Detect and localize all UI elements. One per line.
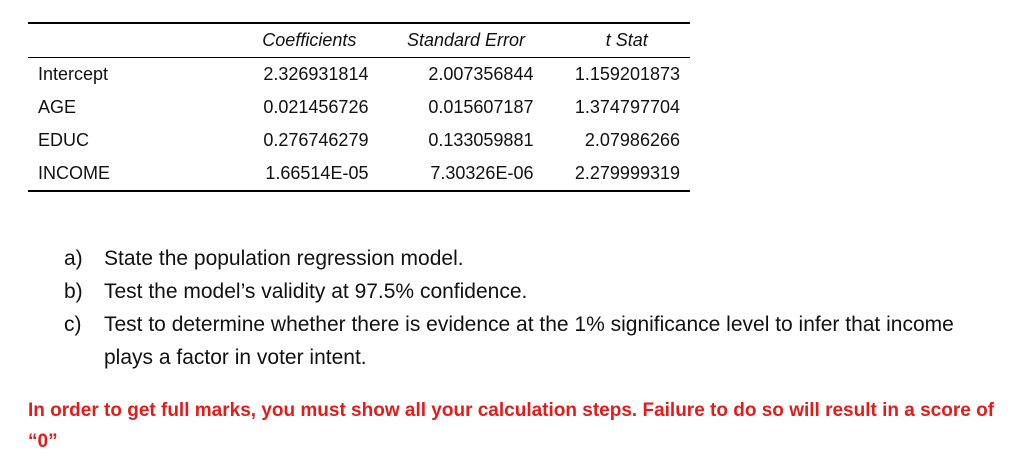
row-label: INCOME [28,157,220,191]
t-stat-value: 1.159201873 [574,64,680,84]
standard-error-value: 0.015607187 [428,97,534,117]
row-label: Intercept [38,64,109,84]
t-stat-value: 2.07986266 [584,130,680,150]
header-standard-error: Standard Error [378,23,543,58]
regression-output-table [28,22,690,192]
standard-error-value: 2.007356844 [428,64,534,84]
table-row [28,91,690,124]
question-text: Test to determine whether there is evidence at the 1% significance level to infer that income plays a factor in voter intent. [104,313,954,369]
row-label: AGE [38,97,77,117]
question-list [64,242,1004,374]
t-stat-value: 1.374797704 [574,97,680,117]
coefficient-value: 0.021456726 [263,97,369,117]
question-item [64,242,1004,275]
standard-error-value: 0.133059881 [428,130,534,150]
question-item [64,308,1004,374]
marking-warning-note: In order to get full marks, you must show all your calculation steps. Failure to do so will result in a score of “0” [28,400,995,452]
table-row [28,124,690,157]
question-item [64,275,1004,308]
coefficient-value: 0.276746279 [263,130,369,150]
header-t-stat: t Stat [543,23,690,58]
t-stat-value: 2.279999319 [543,157,690,191]
coefficient-value: 1.66514E-05 [220,157,378,191]
question-text: Test the model’s validity at 97.5% confidence. [104,280,528,303]
table-header-row [28,23,690,58]
standard-error-value: 7.30326E-06 [378,157,543,191]
question-text: State the population regression model. [104,247,464,270]
question-marker: c) [64,313,82,336]
header-blank-cell [28,23,220,58]
table-row [28,58,690,92]
question-marker: b) [64,280,83,303]
table-row [28,157,690,191]
header-coefficients: Coefficients [220,23,378,58]
row-label: EDUC [38,130,90,150]
coefficient-value: 2.326931814 [263,64,369,84]
question-marker: a) [64,247,83,270]
